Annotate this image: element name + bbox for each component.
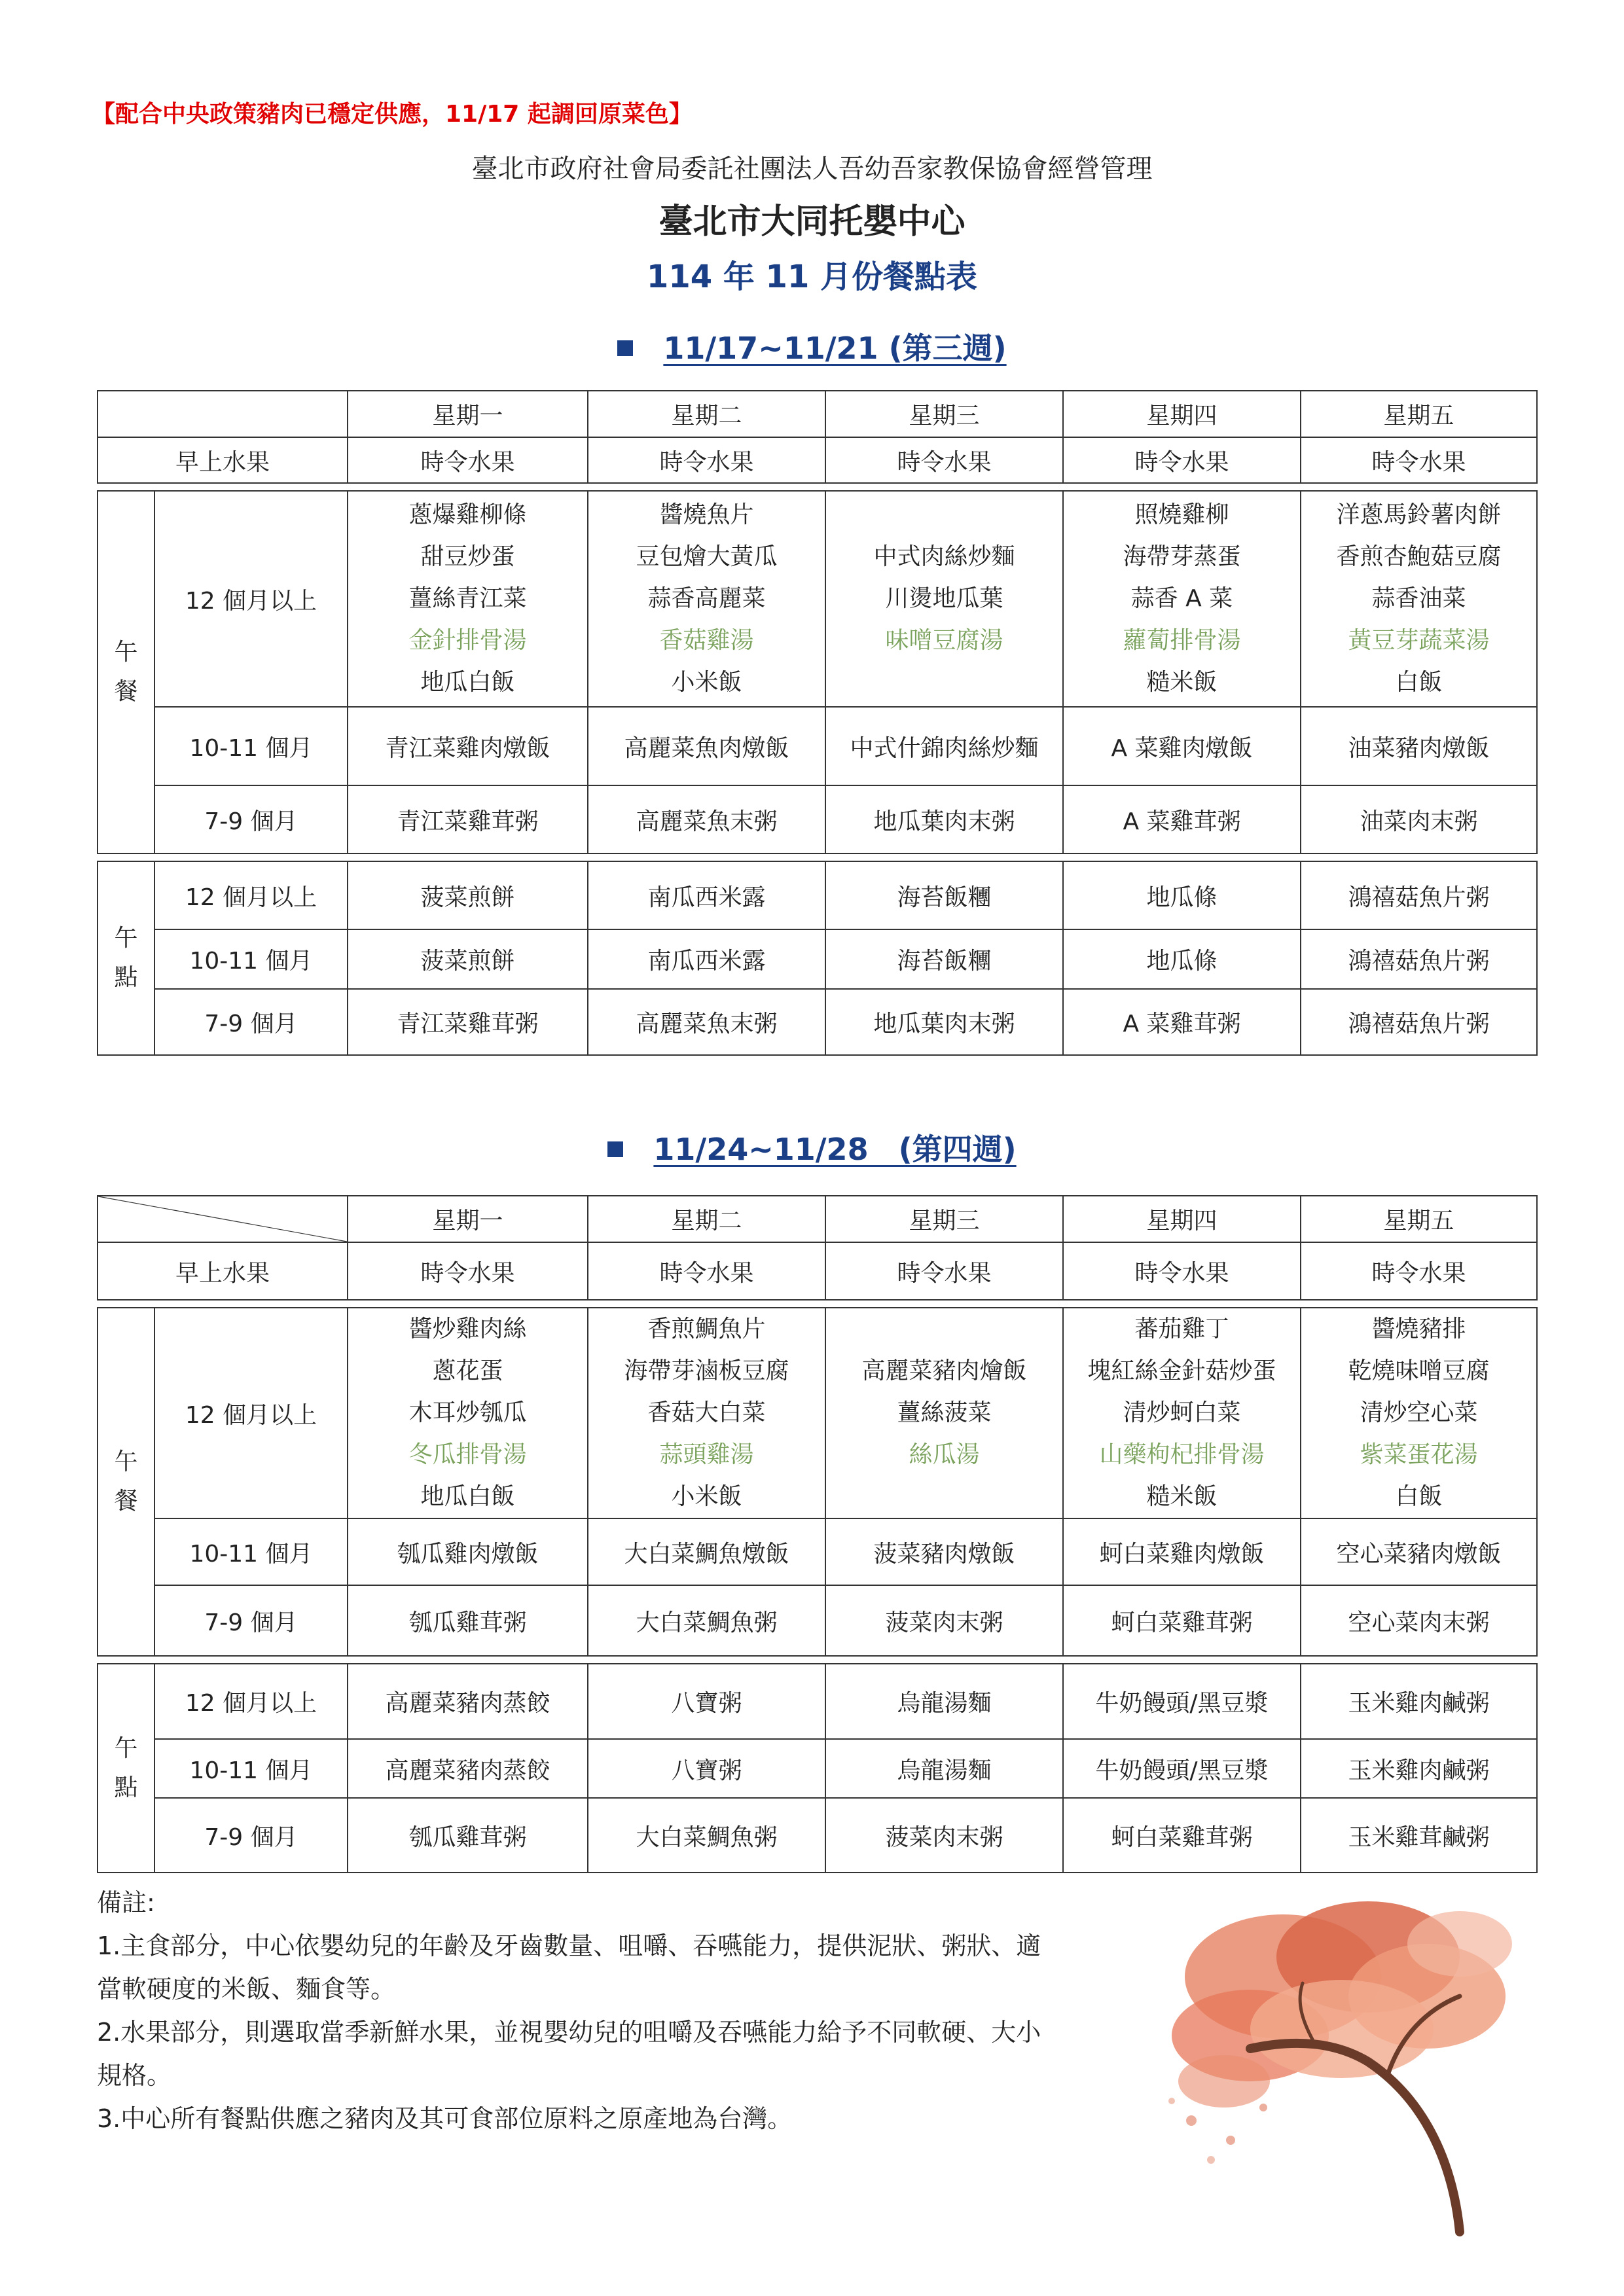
dish: 中式肉絲炒麵: [873, 543, 1015, 570]
dish: 香煎杏鮑菇豆腐: [1336, 543, 1502, 570]
dish: 醬燒豬排: [1371, 1316, 1466, 1342]
lunch-12-cell: [1301, 1308, 1537, 1518]
lunch-12-cell: [348, 491, 588, 707]
age-7-9-label: 7-9 個月: [154, 785, 348, 853]
snack-10-11-cell: 南瓜西米露: [588, 929, 825, 989]
weekday-header: 星期二: [588, 1196, 825, 1242]
lunch-12-cell: [1063, 491, 1301, 707]
week-3-menu-table: [97, 390, 1538, 1056]
age-7-9-label: 7-9 個月: [154, 1798, 348, 1873]
dish: 海帶芽滷板豆腐: [624, 1357, 789, 1384]
age-12-label: 12 個月以上: [154, 861, 348, 929]
month-title: 114 年 11 月份餐點表: [646, 259, 978, 295]
age-10-11-label: 10-11 個月: [154, 1518, 348, 1585]
lunch-10-11-cell: 中式什錦肉絲炒麵: [825, 707, 1063, 785]
note-line: 規格。: [97, 2061, 172, 2090]
center-name: 臺北市大同托嬰中心: [659, 202, 965, 242]
lunch-10-11-cell: 青江菜雞肉燉飯: [348, 707, 588, 785]
soup: 絲瓜湯: [909, 1441, 980, 1468]
weekday-header: 星期二: [588, 391, 825, 437]
dish: 清炒蚵白菜: [1123, 1399, 1241, 1426]
lunch-10-11-cell: 大白菜鯛魚燉飯: [588, 1518, 825, 1585]
square-bullet-icon: [607, 1141, 623, 1157]
lunch-10-11-cell: A 菜雞肉燉飯: [1063, 707, 1301, 785]
section-gap: [98, 483, 1537, 491]
dish: 蕃茄雞丁: [1134, 1316, 1229, 1342]
morning-fruit-cell: 時令水果: [825, 1242, 1063, 1300]
staple: 地瓜白飯: [420, 669, 515, 696]
lunch-12-cell: [348, 1308, 588, 1518]
soup: 黃豆芽蔬菜湯: [1348, 627, 1490, 654]
lunch-label-char: 午: [114, 639, 138, 666]
age-10-11-label: 10-11 個月: [154, 929, 348, 989]
soup: 紫菜蛋花湯: [1360, 1441, 1478, 1468]
lunch-10-11-cell: 菠菜豬肉燉飯: [825, 1518, 1063, 1585]
snack-10-11-cell: 玉米雞肉鹹粥: [1301, 1739, 1537, 1798]
lunch-10-11-cell: 空心菜豬肉燉飯: [1301, 1518, 1537, 1585]
morning-fruit-cell: 時令水果: [825, 437, 1063, 483]
snack-7-9-cell: 大白菜鯛魚粥: [588, 1798, 825, 1873]
dish: 照燒雞柳: [1134, 501, 1229, 528]
dish: 豆包燴大黃瓜: [636, 543, 778, 570]
morning-fruit-label: 早上水果: [98, 1242, 348, 1300]
note-line: 3.中心所有餐點供應之豬肉及其可食部位原料之原產地為台灣。: [97, 2104, 793, 2133]
snack-7-9-cell: 蚵白菜雞茸粥: [1063, 1798, 1301, 1873]
dish: 川燙地瓜葉: [885, 585, 1003, 612]
staple: 小米飯: [671, 669, 742, 696]
organization-line: 臺北市政府社會局委託社團法人吾幼吾家教保協會經營管理: [471, 154, 1153, 184]
snack-label-char: 點: [114, 964, 138, 991]
morning-fruit-cell: 時令水果: [1301, 437, 1537, 483]
lunch-10-11-cell: 油菜豬肉燉飯: [1301, 707, 1537, 785]
snack-label-char: 午: [114, 1734, 138, 1762]
lunch-12-cell: [1301, 491, 1537, 707]
dish: 高麗菜豬肉燴飯: [861, 1357, 1027, 1384]
morning-fruit-cell: 時令水果: [348, 437, 588, 483]
snack-10-11-cell: 菠菜煎餅: [348, 929, 588, 989]
age-7-9-label: 7-9 個月: [154, 989, 348, 1055]
lunch-12-cell: [588, 1308, 825, 1518]
lunch-label-char: 餐: [114, 1488, 138, 1515]
lunch-12-cell: [825, 491, 1063, 707]
lunch-7-9-cell: 蚵白菜雞茸粥: [1063, 1585, 1301, 1656]
age-10-11-label: 10-11 個月: [154, 1739, 348, 1798]
morning-fruit-cell: 時令水果: [1301, 1242, 1537, 1300]
staple: 糙米飯: [1146, 669, 1218, 696]
snack-12-cell: 菠菜煎餅: [348, 861, 588, 929]
snack-10-11-cell: 烏龍湯麵: [825, 1739, 1063, 1798]
tree-foliage: [1168, 1901, 1512, 2164]
age-7-9-label: 7-9 個月: [154, 1585, 348, 1656]
notes-heading: 備註:: [97, 1888, 155, 1917]
snack-7-9-cell: 青江菜雞茸粥: [348, 989, 588, 1055]
snack-12-cell: 海苔飯糰: [825, 861, 1063, 929]
snack-10-11-cell: 地瓜條: [1063, 929, 1301, 989]
staple: 白飯: [1395, 1483, 1443, 1510]
dish: 香煎鯛魚片: [647, 1316, 766, 1342]
soup: 山藥枸杞排骨湯: [1099, 1441, 1265, 1468]
snack-label-char: 午: [114, 925, 138, 952]
dish: 蔥花蛋: [432, 1357, 503, 1384]
snack-12-cell: 高麗菜豬肉蒸餃: [348, 1664, 588, 1739]
age-10-11-label: 10-11 個月: [154, 707, 348, 785]
snack-12-cell: 南瓜西米露: [588, 861, 825, 929]
morning-fruit-cell: 時令水果: [348, 1242, 588, 1300]
dish: 醬燒魚片: [659, 501, 754, 528]
week-3-title: 11/17~11/21 (第三週): [663, 331, 1007, 366]
lunch-12-cell: [825, 1308, 1063, 1518]
dish: 香菇大白菜: [647, 1399, 766, 1426]
note-line: 2.水果部分，則選取當季新鮮水果，並視嬰幼兒的咀嚼及吞嚥能力給予不同軟硬、大小: [97, 2018, 1041, 2047]
weekday-header: 星期四: [1063, 391, 1301, 437]
lunch-7-9-cell: 青江菜雞茸粥: [348, 785, 588, 853]
soup: 香菇雞湯: [659, 627, 754, 654]
corner-cell: [98, 391, 348, 437]
dish: 海帶芽蒸蛋: [1123, 543, 1241, 570]
morning-fruit-cell: 時令水果: [588, 1242, 825, 1300]
morning-fruit-cell: 時令水果: [1063, 1242, 1301, 1300]
lunch-12-cell: [1063, 1308, 1301, 1518]
soup: 味噌豆腐湯: [885, 627, 1003, 654]
age-12-label: 12 個月以上: [154, 491, 348, 707]
week-4-heading: [0, 1126, 1624, 1169]
dish: 蒜香高麗菜: [647, 585, 766, 612]
week-4-title: 11/24~11/28 (第四週): [653, 1132, 1017, 1167]
soup: 金針排骨湯: [408, 627, 527, 654]
weekday-header: 星期三: [825, 391, 1063, 437]
lunch-label-char: 餐: [114, 678, 138, 705]
weekday-header: 星期一: [348, 391, 588, 437]
lunch-7-9-cell: A 菜雞茸粥: [1063, 785, 1301, 853]
notes-section: [97, 1881, 1144, 2140]
staple: 地瓜白飯: [420, 1483, 515, 1510]
lunch-10-11-cell: 蚵白菜雞肉燉飯: [1063, 1518, 1301, 1585]
note-line: 1.主食部分，中心依嬰幼兒的年齡及牙齒數量、咀嚼、吞嚥能力，提供泥狀、粥狀、適: [97, 1931, 1041, 1960]
snack-7-9-cell: 菠菜肉末粥: [825, 1798, 1063, 1873]
soup: 蒜頭雞湯: [659, 1441, 754, 1468]
week-4-menu-table: [97, 1195, 1538, 1873]
weekday-header: 星期五: [1301, 391, 1537, 437]
soup: 冬瓜排骨湯: [408, 1441, 527, 1468]
weekday-header: 星期三: [825, 1196, 1063, 1242]
lunch-7-9-cell: 菠菜肉末粥: [825, 1585, 1063, 1656]
lunch-7-9-cell: 瓠瓜雞茸粥: [348, 1585, 588, 1656]
age-12-label: 12 個月以上: [154, 1664, 348, 1739]
snack-7-9-cell: 玉米雞茸鹹粥: [1301, 1798, 1537, 1873]
lunch-10-11-cell: 高麗菜魚肉燉飯: [588, 707, 825, 785]
snack-7-9-cell: 高麗菜魚末粥: [588, 989, 825, 1055]
dish: 甜豆炒蛋: [420, 543, 515, 570]
morning-fruit-label: 早上水果: [98, 437, 348, 483]
snack-10-11-cell: 鴻禧菇魚片粥: [1301, 929, 1537, 989]
snack-10-11-cell: 牛奶饅頭/黑豆漿: [1063, 1739, 1301, 1798]
square-bullet-icon: [617, 340, 633, 356]
snack-7-9-cell: 鴻禧菇魚片粥: [1301, 989, 1537, 1055]
snack-7-9-cell: A 菜雞茸粥: [1063, 989, 1301, 1055]
lunch-label: [98, 491, 154, 853]
autumn-tree-illustration: [1152, 1885, 1545, 2238]
dish: 塊紅絲金針菇炒蛋: [1087, 1357, 1276, 1384]
dish: 醬炒雞肉絲: [408, 1316, 527, 1342]
lunch-10-11-cell: 瓠瓜雞肉燉飯: [348, 1518, 588, 1585]
corner-cell: [98, 1196, 348, 1242]
weekday-header: 星期五: [1301, 1196, 1537, 1242]
snack-12-cell: 八寶粥: [588, 1664, 825, 1739]
age-12-label: 12 個月以上: [154, 1308, 348, 1518]
dish: 蒜香 A 菜: [1130, 585, 1233, 612]
dish: 薑絲菠菜: [897, 1399, 992, 1426]
morning-fruit-cell: 時令水果: [1063, 437, 1301, 483]
morning-fruit-cell: 時令水果: [588, 437, 825, 483]
lunch-7-9-cell: 空心菜肉末粥: [1301, 1585, 1537, 1656]
dish: 木耳炒瓠瓜: [408, 1399, 527, 1426]
lunch-label: [98, 1308, 154, 1656]
snack-12-cell: 玉米雞肉鹹粥: [1301, 1664, 1537, 1739]
dish: 蒜香油菜: [1371, 585, 1466, 612]
lunch-7-9-cell: 地瓜葉肉末粥: [825, 785, 1063, 853]
week-3-heading: [0, 325, 1624, 368]
lunch-label-char: 午: [114, 1448, 138, 1475]
snack-12-cell: 鴻禧菇魚片粥: [1301, 861, 1537, 929]
dish: 清炒空心菜: [1360, 1399, 1478, 1426]
diagonal-line: [98, 1196, 347, 1242]
snack-10-11-cell: 高麗菜豬肉蒸餃: [348, 1739, 588, 1798]
dish: 薑絲青江菜: [408, 585, 527, 612]
dish: 乾燒味噌豆腐: [1348, 1357, 1490, 1384]
section-gap: [98, 1656, 1537, 1664]
snack-10-11-cell: 八寶粥: [588, 1739, 825, 1798]
lunch-12-cell: [588, 491, 825, 707]
snack-10-11-cell: 海苔飯糰: [825, 929, 1063, 989]
lunch-7-9-cell: 高麗菜魚末粥: [588, 785, 825, 853]
dish: 蔥爆雞柳條: [408, 501, 527, 528]
weekday-header: 星期四: [1063, 1196, 1301, 1242]
lunch-7-9-cell: 大白菜鯛魚粥: [588, 1585, 825, 1656]
snack-7-9-cell: 瓠瓜雞茸粥: [348, 1798, 588, 1873]
staple: 糙米飯: [1146, 1483, 1218, 1510]
staple: 白飯: [1395, 669, 1443, 696]
snack-12-cell: 地瓜條: [1063, 861, 1301, 929]
snack-12-cell: 牛奶饅頭/黑豆漿: [1063, 1664, 1301, 1739]
snack-label: [98, 861, 154, 1055]
pork-supply-notice: 【配合中央政策豬肉已穩定供應，11/17 起調回原菜色】: [92, 101, 693, 128]
snack-label: [98, 1664, 154, 1873]
lunch-7-9-cell: 油菜肉末粥: [1301, 785, 1537, 853]
staple: 小米飯: [671, 1483, 742, 1510]
section-gap: [98, 1300, 1537, 1308]
weekday-header: 星期一: [348, 1196, 588, 1242]
section-gap: [98, 853, 1537, 861]
snack-label-char: 點: [114, 1774, 138, 1801]
snack-12-cell: 烏龍湯麵: [825, 1664, 1063, 1739]
dish: 洋蔥馬鈴薯肉餅: [1336, 501, 1502, 528]
soup: 蘿蔔排骨湯: [1123, 627, 1241, 654]
snack-7-9-cell: 地瓜葉肉末粥: [825, 989, 1063, 1055]
note-line: 當軟硬度的米飯、麵食等。: [97, 1975, 396, 2003]
